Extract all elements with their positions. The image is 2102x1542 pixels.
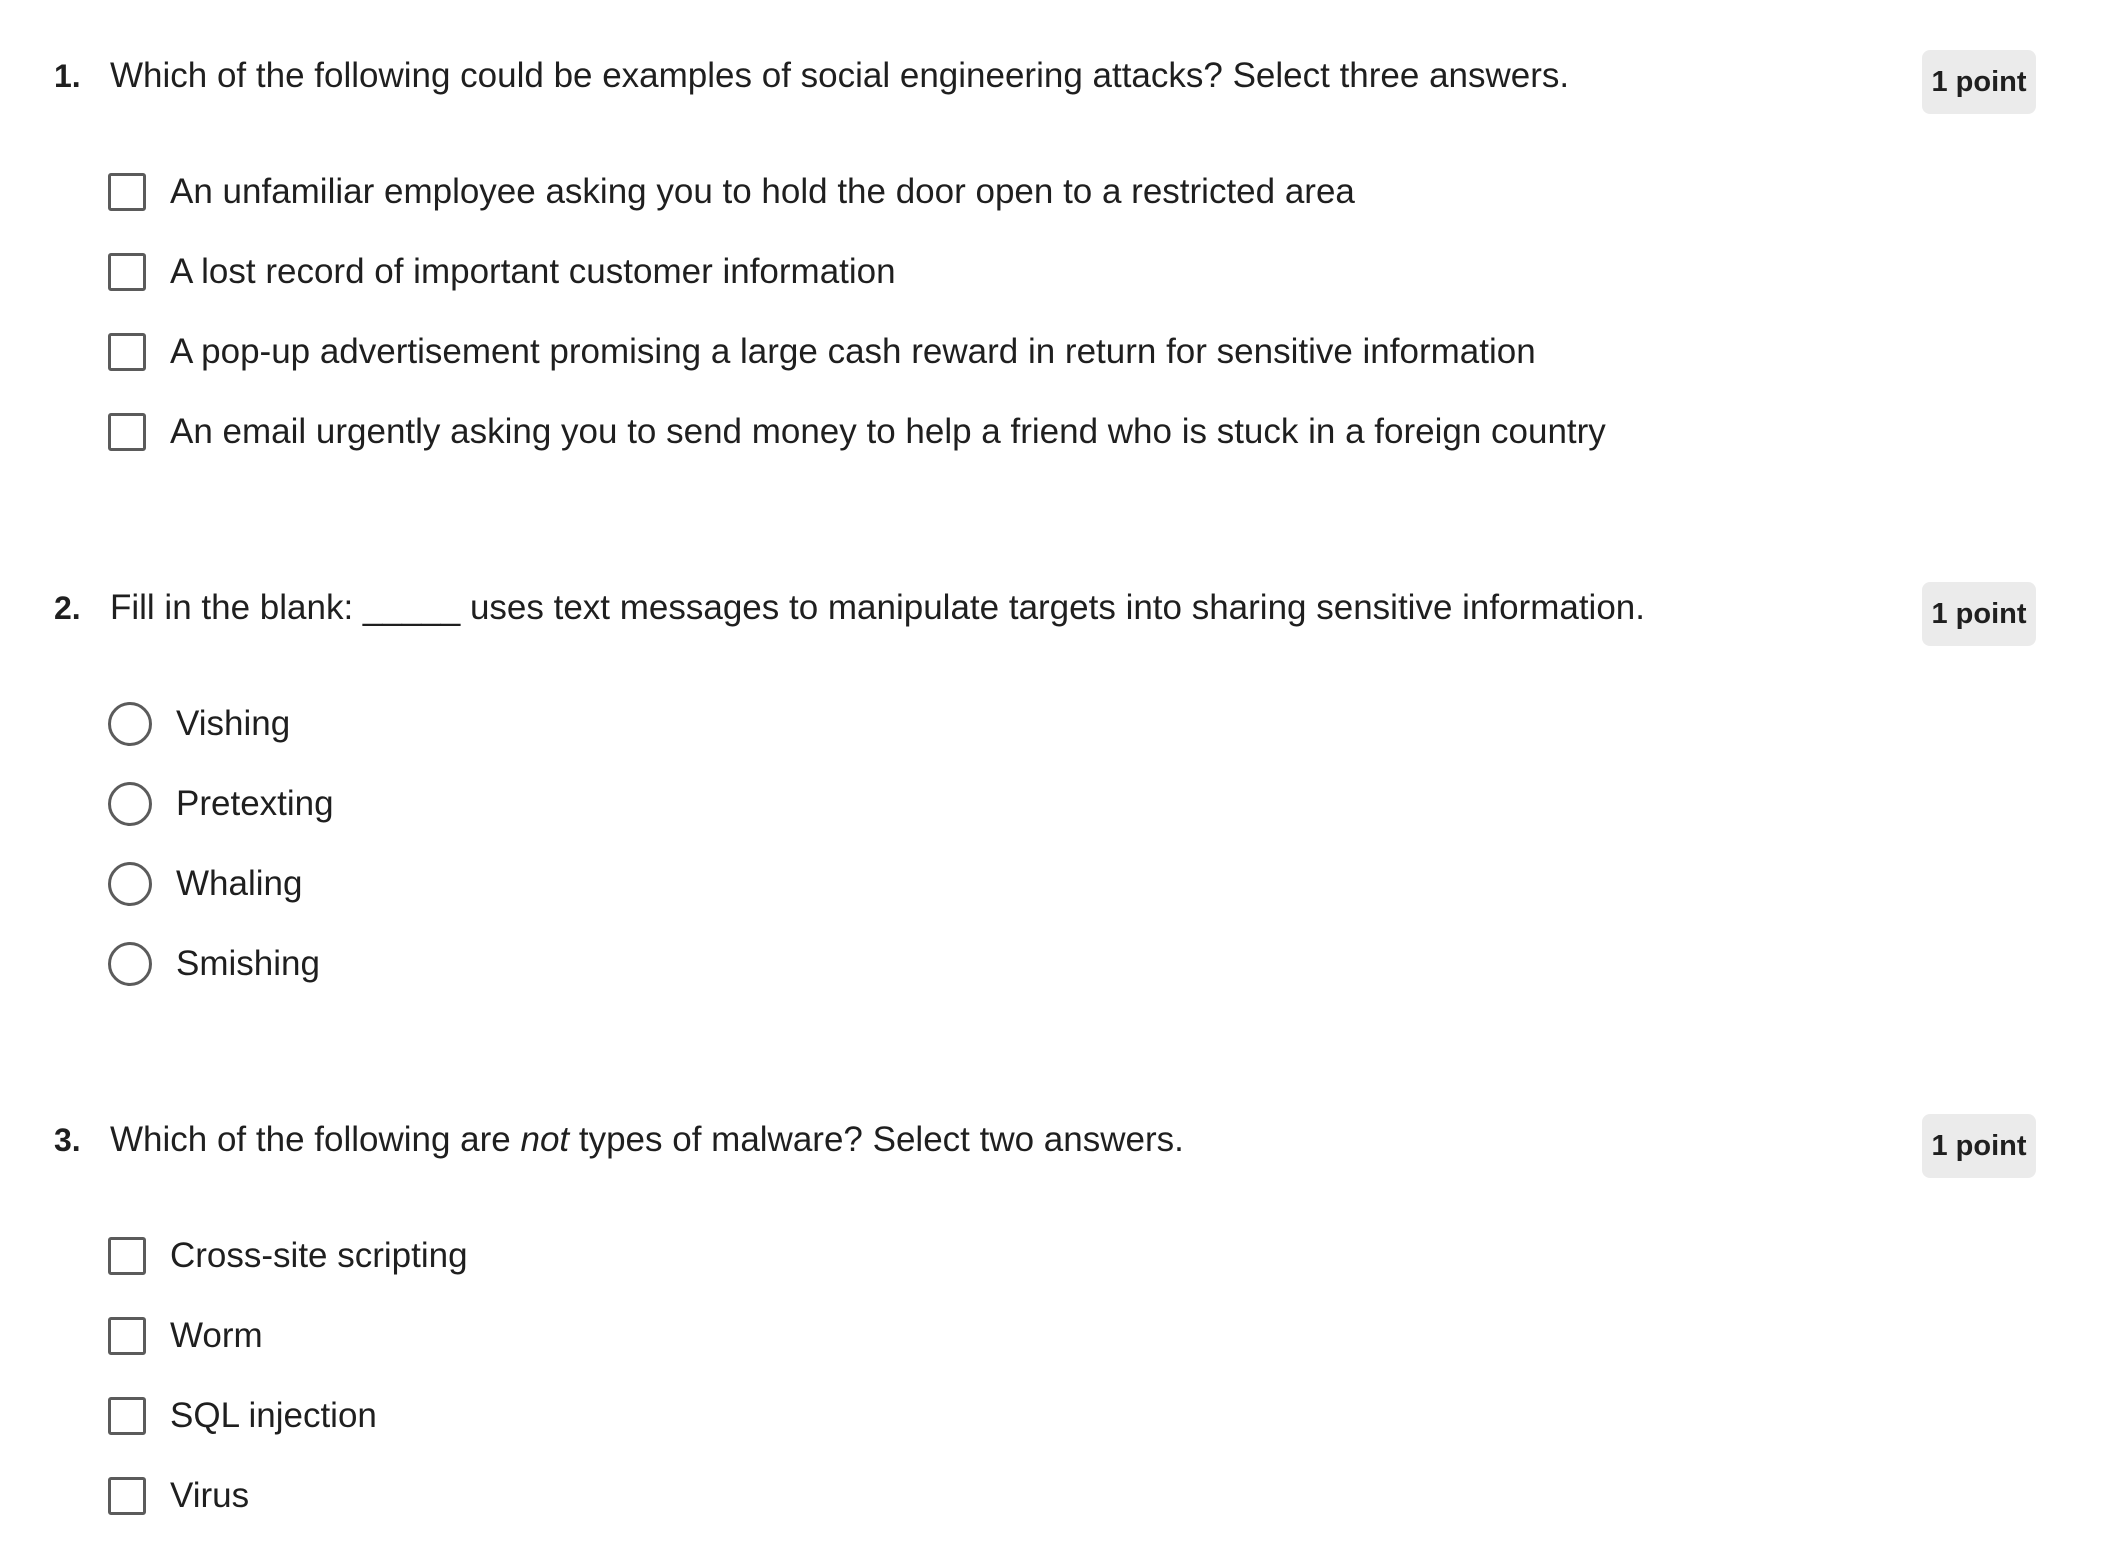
question-text-emphasis: not (520, 1120, 570, 1159)
radio-button[interactable] (108, 942, 152, 986)
question-text-end: types of malware? Select two answers. (569, 1120, 1184, 1159)
answer-option[interactable] (108, 312, 1606, 392)
answer-option[interactable] (108, 232, 1606, 312)
checkbox[interactable] (108, 413, 146, 451)
answer-option[interactable] (108, 924, 334, 1004)
option-label: Worm (170, 1316, 263, 1355)
answer-option[interactable] (108, 844, 334, 924)
question-text-start: Which of the following are (110, 1120, 521, 1159)
answer-option[interactable] (108, 1296, 468, 1376)
checkbox[interactable] (108, 1237, 146, 1275)
question-text (110, 1112, 1184, 1168)
checkbox[interactable] (108, 1317, 146, 1355)
question-number: 3. (54, 1122, 81, 1158)
answer-option[interactable] (108, 1216, 468, 1296)
question-text: Which of the following could be examples of social engineering attacks? Select three answers. (110, 56, 1570, 95)
checkbox[interactable] (108, 1397, 146, 1435)
answer-options (108, 1216, 468, 1536)
option-label: Smishing (176, 944, 320, 983)
points-badge: 1 point (1922, 1114, 2036, 1178)
option-label: Pretexting (176, 784, 334, 823)
answer-options (108, 684, 334, 1004)
option-label: Cross-site scripting (170, 1236, 468, 1275)
radio-button[interactable] (108, 862, 152, 906)
question-text: Fill in the blank: _____ uses text messages to manipulate targets into sharing sensitive information. (110, 588, 1645, 627)
radio-button[interactable] (108, 702, 152, 746)
question-number: 1. (54, 58, 81, 94)
answer-option[interactable] (108, 1376, 468, 1456)
points-badge: 1 point (1922, 582, 2036, 646)
checkbox[interactable] (108, 333, 146, 371)
answer-option[interactable] (108, 1456, 468, 1536)
option-label: SQL injection (170, 1396, 377, 1435)
radio-button[interactable] (108, 782, 152, 826)
option-label: An unfamiliar employee asking you to hold the door open to a restricted area (170, 172, 1355, 211)
option-label: An email urgently asking you to send money to help a friend who is stuck in a foreign country (170, 412, 1606, 451)
question-number: 2. (54, 590, 81, 626)
answer-option[interactable] (108, 684, 334, 764)
option-label: Vishing (176, 704, 291, 743)
option-label: Virus (170, 1476, 250, 1515)
option-label: A pop-up advertisement promising a large cash reward in return for sensitive information (170, 332, 1536, 371)
checkbox[interactable] (108, 253, 146, 291)
answer-option[interactable] (108, 152, 1606, 232)
checkbox[interactable] (108, 173, 146, 211)
answer-option[interactable] (108, 764, 334, 844)
points-badge: 1 point (1922, 50, 2036, 114)
option-label: A lost record of important customer information (170, 252, 896, 291)
option-label: Whaling (176, 864, 303, 903)
answer-option[interactable] (108, 392, 1606, 472)
answer-options (108, 152, 1606, 472)
checkbox[interactable] (108, 1477, 146, 1515)
